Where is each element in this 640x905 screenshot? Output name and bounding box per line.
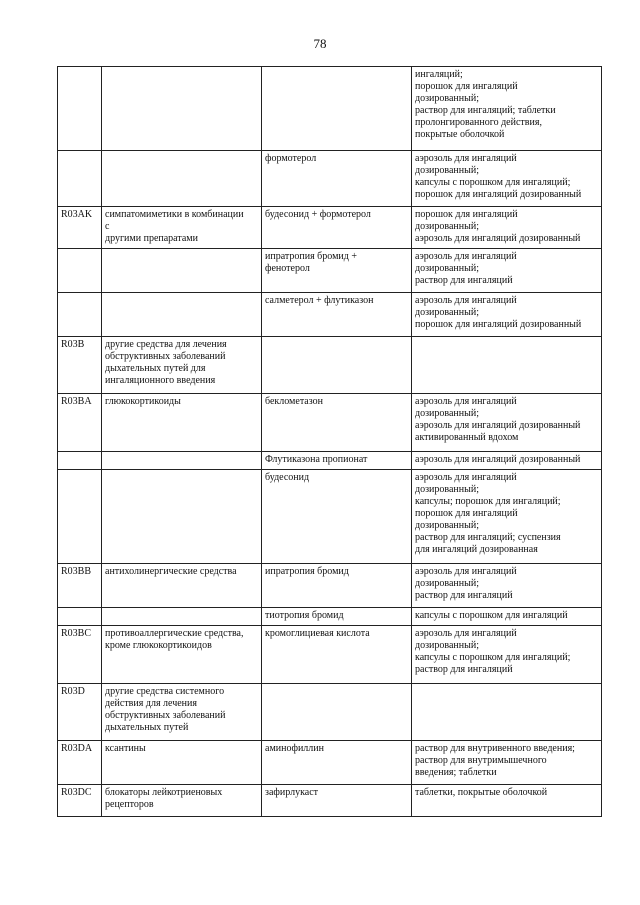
drug-table-body	[58, 67, 602, 817]
drug-name-cell: формотерол	[262, 151, 412, 207]
drug-name-cell	[262, 337, 412, 394]
dosage-form-cell	[412, 337, 602, 394]
atc-code-cell: R03DC	[58, 785, 102, 817]
atc-code-cell: R03D	[58, 684, 102, 741]
dosage-form-cell	[412, 684, 602, 741]
group-name-cell: антихолинергические средства	[102, 564, 262, 608]
table-row	[58, 249, 602, 293]
drug-name-cell: будесонид + формотерол	[262, 207, 412, 249]
table-row	[58, 337, 602, 394]
atc-code-cell: R03BC	[58, 626, 102, 684]
group-name-cell	[102, 293, 262, 337]
group-name-cell	[102, 470, 262, 564]
dosage-form-cell: аэрозоль для ингаляций дозированный; раствор для ингаляций	[412, 564, 602, 608]
drug-name-cell: аминофиллин	[262, 741, 412, 785]
group-name-cell	[102, 452, 262, 470]
dosage-form-cell: аэрозоль для ингаляций дозированный; раствор для ингаляций	[412, 249, 602, 293]
dosage-form-cell: капсулы с порошком для ингаляций	[412, 608, 602, 626]
atc-code-cell	[58, 608, 102, 626]
table-row	[58, 293, 602, 337]
dosage-form-cell: аэрозоль для ингаляций дозированный; капсулы; порошок для ингаляций; порошок для ингаляций дозированный; раствор для ингаляций; суспензия для ингаляций дозированная	[412, 470, 602, 564]
atc-code-cell: R03BB	[58, 564, 102, 608]
atc-code-cell	[58, 67, 102, 151]
drug-name-cell: кромоглициевая кислота	[262, 626, 412, 684]
table-row	[58, 564, 602, 608]
dosage-form-cell: таблетки, покрытые оболочкой	[412, 785, 602, 817]
atc-code-cell	[58, 293, 102, 337]
dosage-form-cell: порошок для ингаляций дозированный; аэрозоль для ингаляций дозированный	[412, 207, 602, 249]
drug-name-cell: ипратропия бромид + фенотерол	[262, 249, 412, 293]
table-row	[58, 626, 602, 684]
drug-name-cell: салметерол + флутиказон	[262, 293, 412, 337]
atc-code-cell: R03B	[58, 337, 102, 394]
table-row	[58, 452, 602, 470]
drug-name-cell: тиотропия бромид	[262, 608, 412, 626]
atc-code-cell	[58, 249, 102, 293]
drug-name-cell	[262, 684, 412, 741]
dosage-form-cell: аэрозоль для ингаляций дозированный; аэрозоль для ингаляций дозированный активированный вдохом	[412, 394, 602, 452]
group-name-cell: противоаллергические средства, кроме глюкокортикоидов	[102, 626, 262, 684]
drug-name-cell: беклометазон	[262, 394, 412, 452]
table-row	[58, 67, 602, 151]
dosage-form-cell: аэрозоль для ингаляций дозированный; порошок для ингаляций дозированный	[412, 293, 602, 337]
table-row	[58, 151, 602, 207]
drug-name-cell: зафирлукаст	[262, 785, 412, 817]
table-row	[58, 608, 602, 626]
atc-code-cell	[58, 151, 102, 207]
dosage-form-cell: ингаляций; порошок для ингаляций дозированный; раствор для ингаляций; таблетки пролонгированного действия, покрытые оболочкой	[412, 67, 602, 151]
drug-table	[57, 66, 602, 817]
table-row	[58, 394, 602, 452]
atc-code-cell	[58, 452, 102, 470]
group-name-cell	[102, 67, 262, 151]
dosage-form-cell: аэрозоль для ингаляций дозированный; капсулы с порошком для ингаляций; порошок для ингаляций дозированный	[412, 151, 602, 207]
dosage-form-cell: раствор для внутривенного введения; раствор для внутримышечного введения; таблетки	[412, 741, 602, 785]
group-name-cell: симпатомиметики в комбинации с другими препаратами	[102, 207, 262, 249]
group-name-cell	[102, 249, 262, 293]
dosage-form-cell: аэрозоль для ингаляций дозированный	[412, 452, 602, 470]
table-row	[58, 684, 602, 741]
atc-code-cell: R03BA	[58, 394, 102, 452]
drug-name-cell: будесонид	[262, 470, 412, 564]
group-name-cell: другие средства системного действия для лечения обструктивных заболеваний дыхательных путей	[102, 684, 262, 741]
table-row	[58, 470, 602, 564]
table-row	[58, 741, 602, 785]
drug-name-cell: Флутиказона пропионат	[262, 452, 412, 470]
group-name-cell	[102, 151, 262, 207]
group-name-cell: другие средства для лечения обструктивных заболеваний дыхательных путей для ингаляционного введения	[102, 337, 262, 394]
page-number: 78	[313, 36, 327, 51]
group-name-cell	[102, 608, 262, 626]
drug-name-cell	[262, 67, 412, 151]
group-name-cell: глюкокортикоиды	[102, 394, 262, 452]
group-name-cell: ксантины	[102, 741, 262, 785]
atc-code-cell	[58, 470, 102, 564]
group-name-cell: блокаторы лейкотриеновых рецепторов	[102, 785, 262, 817]
table-row	[58, 785, 602, 817]
dosage-form-cell: аэрозоль для ингаляций дозированный; капсулы с порошком для ингаляций; раствор для ингаляций	[412, 626, 602, 684]
table-row	[58, 207, 602, 249]
atc-code-cell: R03AK	[58, 207, 102, 249]
atc-code-cell: R03DA	[58, 741, 102, 785]
drug-name-cell: ипратропия бромид	[262, 564, 412, 608]
